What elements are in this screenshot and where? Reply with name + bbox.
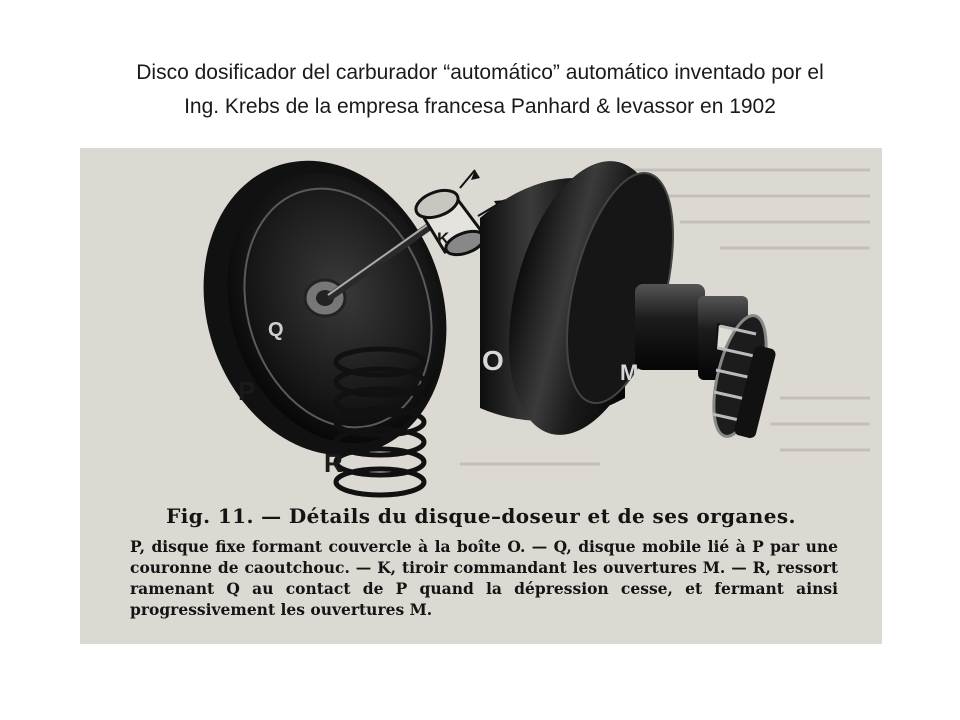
figure-caption-body: P, disque fixe formant couvercle à la boîte O. — Q, disque mobile lié à P par une couronne de caoutchouc. — K, tiroir commandant les ouvertures M. — R, ressort ramenant Q au contact de P quand la dépression cesse, et fermant ainsi progressivement les ouvertures M. (130, 537, 838, 619)
label-q: Q (268, 319, 284, 341)
label-r: R (324, 448, 343, 478)
outlet-m (635, 284, 777, 441)
slide-title (40, 56, 920, 124)
slide-title-line-1: Disco dosificador del carburador “automático” automático inventado por el (136, 61, 824, 84)
figure-caption-heading: Fig. 11. — Détails du disque–doseur et de ses organes. (166, 504, 796, 528)
label-p: P (238, 376, 256, 406)
label-m: M (620, 360, 639, 385)
slide-title-line-2: Ing. Krebs de la empresa francesa Panhard & levassor en 1902 (184, 95, 776, 118)
label-o: O (482, 345, 504, 376)
label-k: K (437, 229, 450, 248)
scanned-figure (80, 148, 882, 644)
